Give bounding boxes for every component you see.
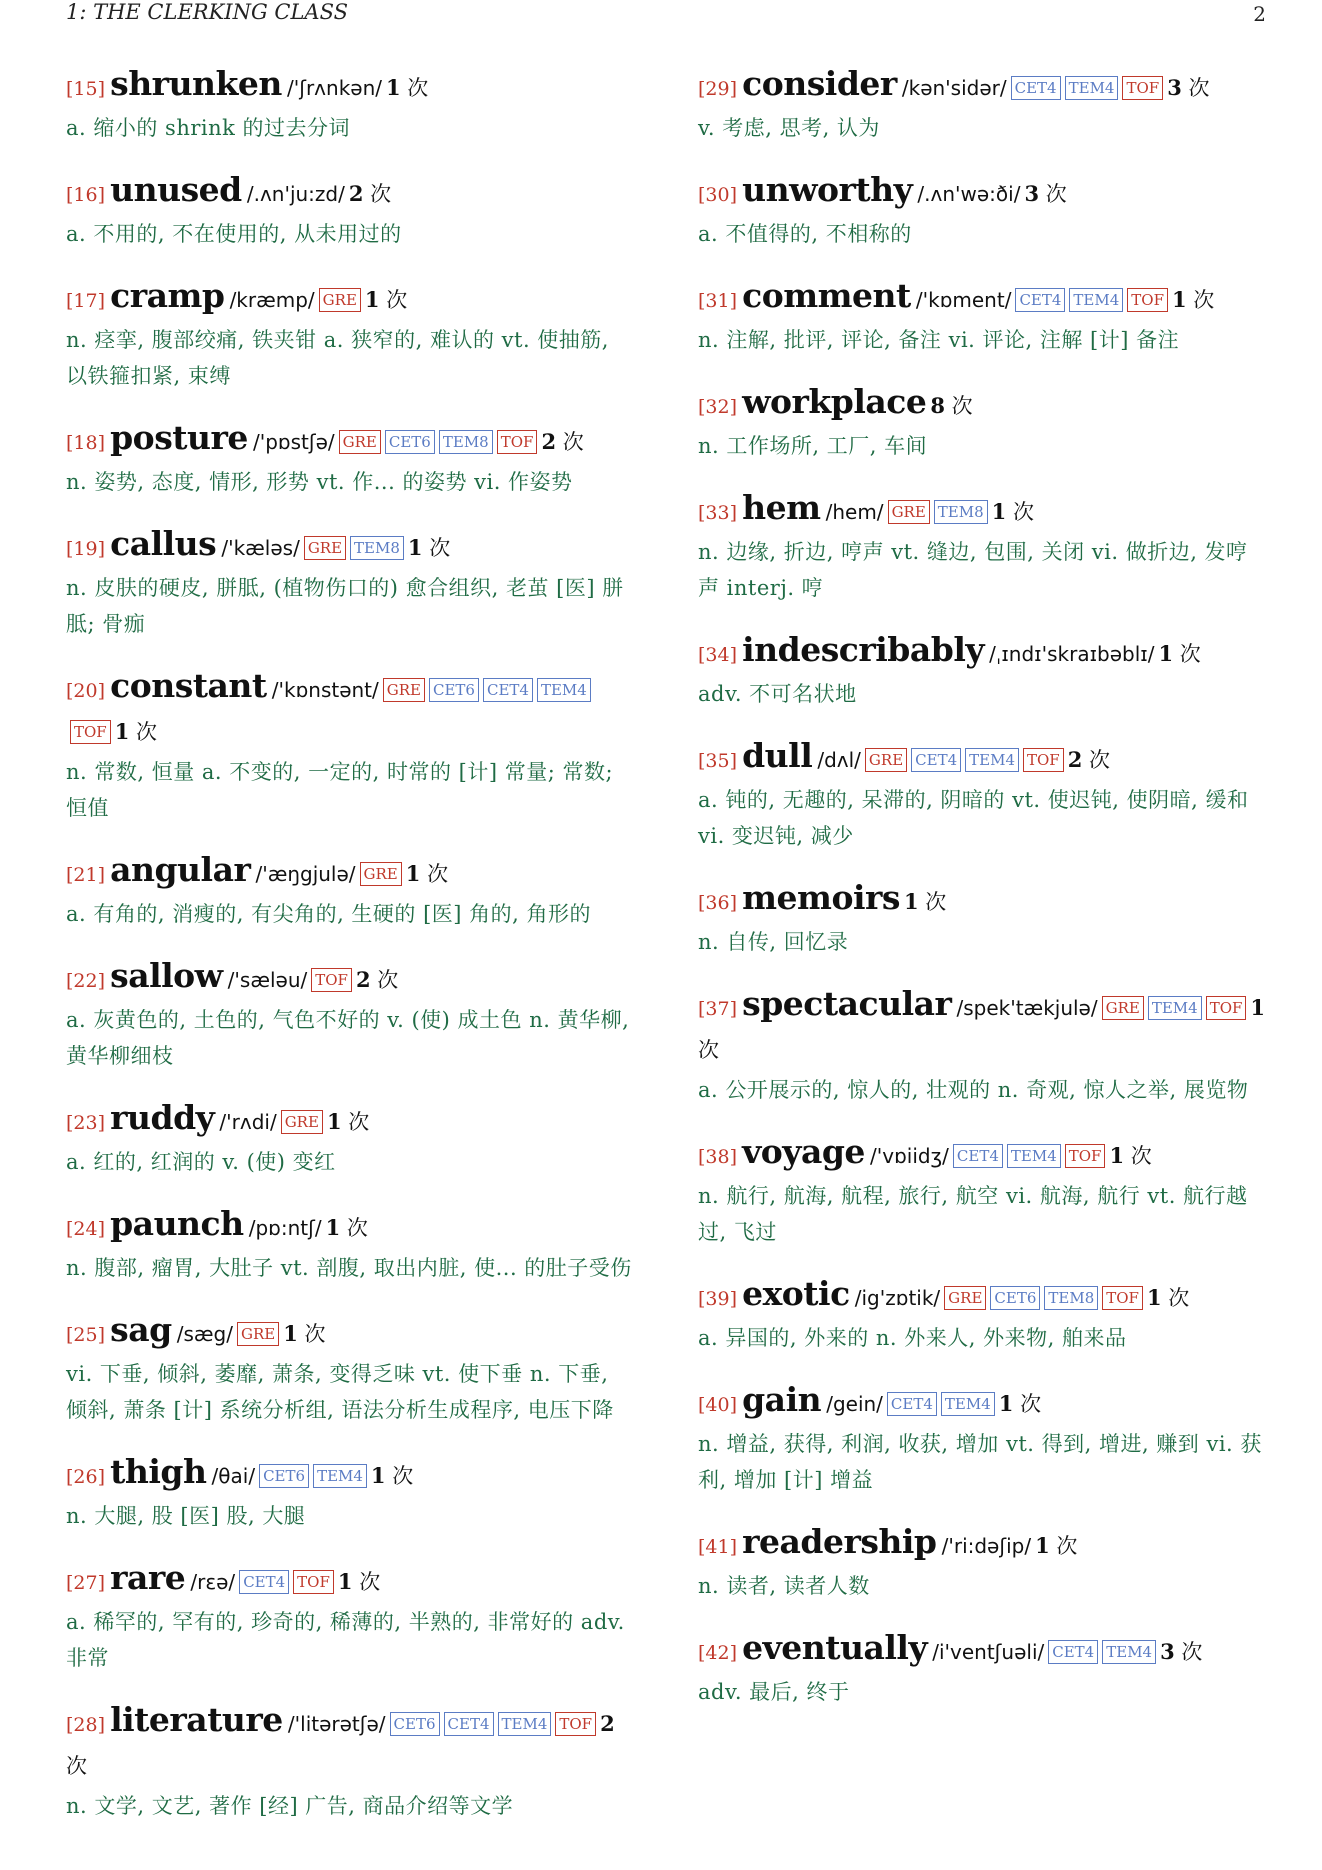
vocab-entry	[66, 1098, 632, 1180]
vocab-entry	[66, 956, 632, 1074]
exam-tag-gre: GRE	[944, 1286, 986, 1310]
definition: n. 注解, 批评, 评论, 备注 vi. 评论, 注解 [计] 备注	[698, 328, 1180, 352]
exam-tag-gre: GRE	[360, 862, 402, 886]
exam-tag-cet4: CET4	[953, 1144, 1003, 1168]
vocab-entry	[698, 1628, 1268, 1710]
entry-headline	[66, 1700, 632, 1788]
vocab-entry	[698, 630, 1268, 712]
entry-headline	[66, 1558, 632, 1604]
entry-number: [20]	[66, 680, 106, 702]
right-column	[698, 64, 1268, 1734]
entry-number: [38]	[698, 1146, 738, 1168]
occurrence-count: 2 次	[348, 181, 392, 206]
pronunciation: /'pɒstʃə/	[252, 430, 335, 454]
vocab-entry	[66, 1204, 632, 1286]
occurrence-count: 1 次	[1172, 287, 1215, 312]
headword: rare	[110, 1558, 186, 1597]
pronunciation: /'litərətʃə/	[287, 1712, 386, 1736]
entry-number: [15]	[66, 78, 106, 100]
exam-tag-cet4: CET4	[887, 1392, 937, 1416]
exam-tag-cet4: CET4	[911, 748, 961, 772]
entry-number: [17]	[66, 290, 106, 312]
vocab-entry	[698, 488, 1268, 606]
entry-number: [32]	[698, 396, 738, 418]
exam-tag-cet4: CET4	[483, 678, 533, 702]
occurrence-count: 1 次	[405, 861, 449, 886]
entry-number: [40]	[698, 1394, 738, 1416]
exam-tag-tof: TOF	[1065, 1144, 1106, 1168]
exam-tag-tem4: TEM4	[1148, 996, 1202, 1020]
definition: n. 读者, 读者人数	[698, 1574, 870, 1598]
entry-number: [39]	[698, 1288, 738, 1310]
entry-headline	[698, 630, 1268, 676]
headword: gain	[742, 1380, 822, 1419]
definition: a. 缩小的 shrink 的过去分词	[66, 116, 351, 140]
entry-number: [30]	[698, 184, 738, 206]
pronunciation: /'ʃrʌnkən/	[287, 76, 382, 100]
entry-headline	[698, 1274, 1268, 1320]
occurrence-count: 2 次	[1067, 747, 1111, 772]
vocab-entry	[66, 170, 632, 252]
definition: n. 姿势, 态度, 情形, 形势 vt. 作... 的姿势 vi. 作姿势	[66, 470, 573, 494]
definition: a. 钝的, 无趣的, 呆滞的, 阴暗的 vt. 使迟钝, 使阴暗, 缓和 vi. 变迟钝, 减少	[698, 788, 1249, 848]
exam-tag-tem4: TEM4	[313, 1464, 367, 1488]
entry-headline	[66, 850, 632, 896]
exam-tag-tof: TOF	[1102, 1286, 1143, 1310]
entry-headline	[698, 382, 1268, 428]
occurrence-count: 1 次	[326, 1109, 370, 1134]
pronunciation: /ig'zɒtik/	[854, 1286, 941, 1310]
exam-tag-gre: GRE	[383, 678, 425, 702]
pronunciation: /gein/	[826, 1392, 883, 1416]
definition: n. 皮肤的硬皮, 胼胝, (植物伤口的) 愈合组织, 老茧 [医] 胼胝; 骨痂	[66, 576, 624, 636]
pronunciation: /'kæləs/	[221, 536, 300, 560]
headword: comment	[742, 276, 911, 315]
entry-number: [24]	[66, 1218, 106, 1240]
occurrence-count: 1 次	[1146, 1285, 1190, 1310]
occurrence-count: 1 次	[1158, 641, 1201, 666]
occurrence-count: 2 次	[355, 967, 399, 992]
vocab-entry	[698, 382, 1268, 464]
exam-tag-cet6: CET6	[429, 678, 479, 702]
pronunciation: /dʌl/	[817, 748, 861, 772]
exam-tag-tem4: TEM4	[1102, 1640, 1156, 1664]
definition: n. 增益, 获得, 利润, 收获, 增加 vt. 得到, 增进, 赚到 vi. 获利, 增加 [计] 增益	[698, 1432, 1262, 1492]
vocab-entry	[698, 1132, 1268, 1250]
entry-number: [42]	[698, 1642, 738, 1664]
headword: unworthy	[742, 170, 913, 209]
pronunciation: /'ri:dəʃip/	[941, 1534, 1032, 1558]
exam-tag-cet4: CET4	[1048, 1640, 1098, 1664]
pronunciation: /.ʌn'ju:zd/	[246, 182, 345, 206]
headword: callus	[110, 524, 217, 563]
vocab-entry	[698, 984, 1268, 1108]
definition: a. 不值得的, 不相称的	[698, 222, 912, 246]
exam-tag-cet6: CET6	[385, 430, 435, 454]
exam-tag-tem4: TEM4	[941, 1392, 995, 1416]
exam-tag-cet4: CET4	[1015, 288, 1065, 312]
vocab-entry	[66, 276, 632, 394]
occurrence-count: 1 次	[698, 995, 1266, 1062]
exam-tag-tem4: TEM4	[1065, 76, 1119, 100]
pronunciation: /'sæləu/	[227, 968, 308, 992]
entry-headline	[698, 1522, 1268, 1568]
headword: hem	[742, 488, 821, 527]
entry-number: [16]	[66, 184, 106, 206]
vocab-entry	[66, 418, 632, 500]
vocab-entry	[698, 170, 1268, 252]
exam-tag-tof: TOF	[311, 968, 352, 992]
entry-headline	[66, 418, 632, 464]
exam-tag-gre: GRE	[865, 748, 907, 772]
occurrence-count: 3 次	[1167, 75, 1210, 100]
exam-tag-tof: TOF	[293, 1570, 334, 1594]
exam-tag-tem8: TEM8	[350, 536, 404, 560]
definition: a. 稀罕的, 罕有的, 珍奇的, 稀薄的, 半熟的, 非常好的 adv. 非常	[66, 1610, 625, 1670]
headword: readership	[742, 1522, 937, 1561]
pronunciation: /spek'tækjulə/	[956, 996, 1098, 1020]
definition: a. 公开展示的, 惊人的, 壮观的 n. 奇观, 惊人之举, 展览物	[698, 1078, 1249, 1102]
exam-tag-tem4: TEM4	[965, 748, 1019, 772]
definition: n. 大腿, 股 [医] 股, 大腿	[66, 1504, 306, 1528]
entry-headline	[698, 64, 1268, 110]
definition: n. 自传, 回忆录	[698, 930, 849, 954]
definition: a. 不用的, 不在使用的, 从未用过的	[66, 222, 402, 246]
entry-headline	[66, 1098, 632, 1144]
vocab-entry	[66, 1700, 632, 1824]
exam-tag-tem4: TEM4	[1007, 1144, 1061, 1168]
exam-tag-tem8: TEM8	[1044, 1286, 1098, 1310]
occurrence-count: 3 次	[1024, 181, 1067, 206]
entry-headline	[66, 1310, 632, 1356]
headword: sallow	[110, 956, 223, 995]
exam-tag-gre: GRE	[281, 1110, 323, 1134]
pronunciation: /kræmp/	[229, 288, 315, 312]
headword: shrunken	[110, 64, 282, 103]
occurrence-count: 1 次	[991, 499, 1034, 524]
exam-tag-cet6: CET6	[990, 1286, 1040, 1310]
exam-tag-tof: TOF	[555, 1712, 596, 1736]
entry-number: [29]	[698, 78, 738, 100]
headword: voyage	[742, 1132, 865, 1171]
definition: n. 痉挛, 腹部绞痛, 铁夹钳 a. 狭窄的, 难认的 vt. 使抽筋, 以铁箍扣紧, 束缚	[66, 328, 609, 388]
definition: n. 工作场所, 工厂, 车间	[698, 434, 928, 458]
headword: literature	[110, 1700, 283, 1739]
vocab-entry	[66, 1452, 632, 1534]
vocab-entry	[698, 736, 1268, 854]
entry-number: [28]	[66, 1714, 106, 1736]
headword: constant	[110, 666, 267, 705]
headword: memoirs	[742, 878, 900, 917]
vocab-entry	[66, 1310, 632, 1428]
exam-tag-tem8: TEM8	[439, 430, 493, 454]
entry-headline	[698, 1380, 1268, 1426]
exam-tag-gre: GRE	[237, 1322, 279, 1346]
exam-tag-tem8: TEM8	[934, 500, 988, 524]
pronunciation: /ˌɪndɪ'skraɪbəblɪ/	[989, 642, 1155, 666]
occurrence-count: 1 次	[407, 535, 451, 560]
headword: consider	[742, 64, 897, 103]
vocab-entry	[66, 1558, 632, 1676]
entry-number: [19]	[66, 538, 106, 560]
definition: vi. 下垂, 倾斜, 萎靡, 萧条, 变得乏味 vt. 使下垂 n. 下垂, 倾斜, 萧条 [计] 系统分析组, 语法分析生成程序, 电压下降	[66, 1362, 614, 1422]
exam-tag-gre: GRE	[888, 500, 930, 524]
occurrence-count: 1 次	[337, 1569, 381, 1594]
page-number: 2	[1253, 2, 1266, 26]
occurrence-count: 1 次	[1035, 1533, 1078, 1558]
entry-headline	[66, 666, 632, 754]
definition: a. 有角的, 消瘦的, 有尖角的, 生硬的 [医] 角的, 角形的	[66, 902, 592, 926]
exam-tag-cet4: CET4	[1011, 76, 1061, 100]
headword: eventually	[742, 1628, 928, 1667]
vocab-entry	[698, 878, 1268, 960]
definition: adv. 最后, 终于	[698, 1680, 850, 1704]
entry-headline	[66, 956, 632, 1002]
headword: ruddy	[110, 1098, 215, 1137]
exam-tag-gre: GRE	[1102, 996, 1144, 1020]
pronunciation: /pɒ:ntʃ/	[248, 1216, 322, 1240]
pronunciation: /'kɒnstənt/	[271, 678, 379, 702]
pronunciation: /i'ventʃuəli/	[932, 1640, 1045, 1664]
headword: exotic	[742, 1274, 850, 1313]
entry-number: [26]	[66, 1466, 106, 1488]
entry-number: [35]	[698, 750, 738, 772]
exam-tag-cet4: CET4	[239, 1570, 289, 1594]
entry-number: [23]	[66, 1112, 106, 1134]
entry-number: [22]	[66, 970, 106, 992]
vocab-entry	[698, 1274, 1268, 1356]
left-column	[66, 64, 632, 1848]
occurrence-count: 3 次	[1160, 1639, 1203, 1664]
entry-headline	[698, 736, 1268, 782]
vocab-entry	[66, 524, 632, 642]
exam-tag-gre: GRE	[319, 288, 361, 312]
definition: n. 常数, 恒量 a. 不变的, 一定的, 时常的 [计] 常量; 常数; 恒值	[66, 760, 614, 820]
entry-number: [41]	[698, 1536, 738, 1558]
exam-tag-tof: TOF	[1122, 76, 1163, 100]
entry-number: [36]	[698, 892, 738, 914]
entry-number: [33]	[698, 502, 738, 524]
definition: n. 边缘, 折边, 哼声 vt. 缝边, 包围, 关闭 vi. 做折边, 发哼声 interj. 哼	[698, 540, 1248, 600]
pronunciation: /.ʌn'wə:ði/	[917, 182, 1021, 206]
entry-headline	[698, 488, 1268, 534]
entry-headline	[66, 170, 632, 216]
vocab-entry	[698, 1522, 1268, 1604]
entry-number: [18]	[66, 432, 106, 454]
headword: paunch	[110, 1204, 244, 1243]
exam-tag-cet4: CET4	[444, 1712, 494, 1736]
pronunciation: /'æŋgjulə/	[255, 862, 356, 886]
exam-tag-tem4: TEM4	[498, 1712, 552, 1736]
headword: posture	[110, 418, 248, 457]
occurrence-count: 1 次	[903, 889, 947, 914]
exam-tag-gre: GRE	[339, 430, 381, 454]
headword: sag	[110, 1310, 172, 1349]
headword: unused	[110, 170, 242, 209]
entry-number: [21]	[66, 864, 106, 886]
exam-tag-tof: TOF	[497, 430, 538, 454]
entry-headline	[698, 276, 1268, 322]
entry-headline	[66, 524, 632, 570]
exam-tag-cet6: CET6	[259, 1464, 309, 1488]
occurrence-count: 8 次	[930, 393, 973, 418]
definition: a. 灰黄色的, 土色的, 气色不好的 v. (使) 成土色 n. 黄华柳, 黄华柳细枝	[66, 1008, 630, 1068]
headword: dull	[742, 736, 813, 775]
exam-tag-tem4: TEM4	[1069, 288, 1123, 312]
vocab-entry	[698, 64, 1268, 146]
exam-tag-tof: TOF	[70, 720, 111, 744]
entry-headline	[66, 276, 632, 322]
vocab-entry	[698, 1380, 1268, 1498]
occurrence-count: 2 次	[541, 429, 584, 454]
occurrence-count: 1 次	[386, 75, 429, 100]
entry-number: [34]	[698, 644, 738, 666]
pronunciation: /'vɒiidʒ/	[870, 1144, 949, 1168]
definition: adv. 不可名状地	[698, 682, 857, 706]
definition: v. 考虑, 思考, 认为	[698, 116, 880, 140]
pronunciation: /'rʌdi/	[219, 1110, 277, 1134]
entry-headline	[698, 878, 1268, 924]
occurrence-count: 1 次	[325, 1215, 368, 1240]
vocab-entry	[698, 276, 1268, 358]
vocab-entry	[66, 666, 632, 826]
entry-headline	[698, 1628, 1268, 1674]
definition: n. 文学, 文艺, 著作 [经] 广告, 商品介绍等文学	[66, 1794, 514, 1818]
vocab-entry	[66, 850, 632, 932]
definition: n. 腹部, 瘤胃, 大肚子 vt. 剖腹, 取出内脏, 使... 的肚子受伤	[66, 1256, 632, 1280]
pronunciation: /sæg/	[176, 1322, 233, 1346]
pronunciation: /rεə/	[190, 1570, 236, 1594]
exam-tag-tof: TOF	[1023, 748, 1064, 772]
pronunciation: /'kɒment/	[915, 288, 1012, 312]
exam-tag-tem4: TEM4	[537, 678, 591, 702]
occurrence-count: 1 次	[283, 1321, 326, 1346]
occurrence-count: 1 次	[114, 719, 158, 744]
headword: indescribably	[742, 630, 985, 669]
occurrence-count: 1 次	[1109, 1143, 1152, 1168]
occurrence-count: 1 次	[998, 1391, 1042, 1416]
entry-number: [37]	[698, 998, 738, 1020]
entry-number: [25]	[66, 1324, 106, 1346]
entry-headline	[698, 1132, 1268, 1178]
headword: thigh	[110, 1452, 207, 1491]
entry-headline	[698, 170, 1268, 216]
exam-tag-tof: TOF	[1206, 996, 1247, 1020]
pronunciation: /kən'sidər/	[901, 76, 1007, 100]
entry-number: [31]	[698, 290, 738, 312]
definition: a. 异国的, 外来的 n. 外来人, 外来物, 舶来品	[698, 1326, 1127, 1350]
occurrence-count: 1 次	[364, 287, 408, 312]
occurrence-count: 2 次	[66, 1711, 615, 1778]
exam-tag-gre: GRE	[304, 536, 346, 560]
definition: a. 红的, 红润的 v. (使) 变红	[66, 1150, 336, 1174]
definition: n. 航行, 航海, 航程, 旅行, 航空 vi. 航海, 航行 vt. 航行越过, 飞过	[698, 1184, 1248, 1244]
entry-headline	[66, 1204, 632, 1250]
pronunciation: /θai/	[211, 1464, 256, 1488]
running-header-title: 1: THE CLERKING CLASS	[66, 0, 348, 24]
entry-headline	[66, 1452, 632, 1498]
occurrence-count: 1 次	[370, 1463, 414, 1488]
exam-tag-tof: TOF	[1127, 288, 1168, 312]
entry-headline	[66, 64, 632, 110]
headword: workplace	[742, 382, 927, 421]
headword: spectacular	[742, 984, 952, 1023]
entry-number: [27]	[66, 1572, 106, 1594]
headword: cramp	[110, 276, 225, 315]
pronunciation: /hem/	[825, 500, 884, 524]
headword: angular	[110, 850, 251, 889]
exam-tag-cet6: CET6	[390, 1712, 440, 1736]
vocab-entry	[66, 64, 632, 146]
entry-headline	[698, 984, 1268, 1072]
